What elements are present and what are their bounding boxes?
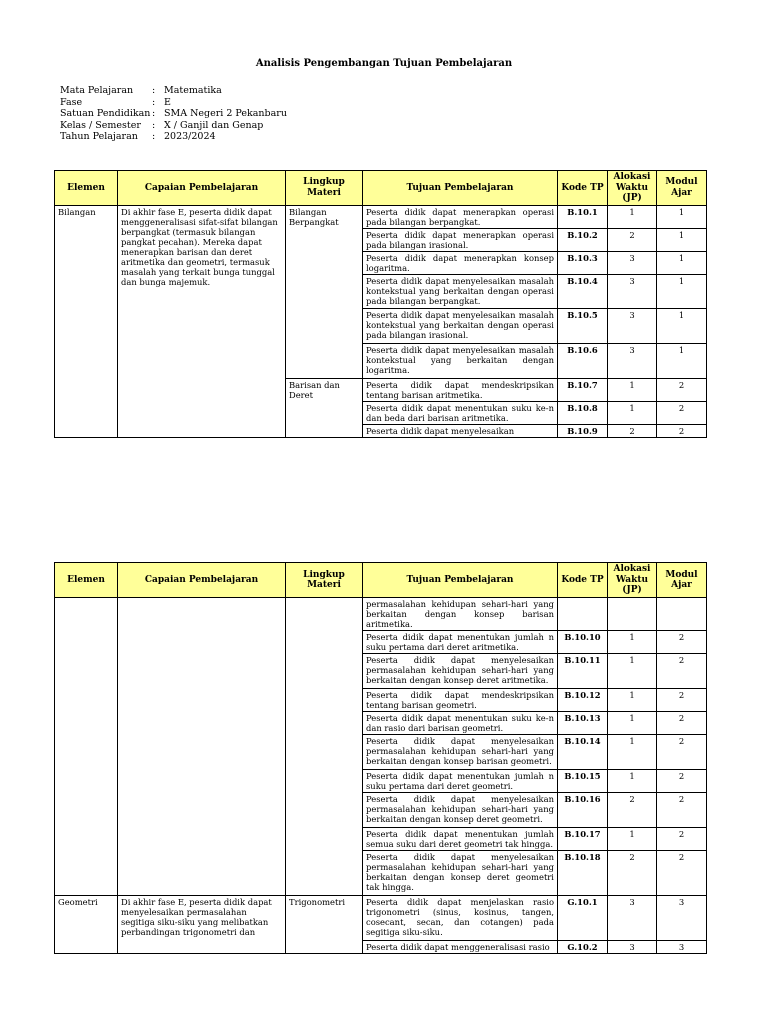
tp-table-page2	[54, 562, 707, 954]
meta-value: SMA Negeri 2 Pekanbaru	[164, 108, 287, 119]
cell-kode: B.10.3	[558, 251, 608, 274]
cell-tujuan: Peserta didik dapat menerapkan konsep logaritma.	[363, 251, 558, 274]
cell-lingkup: Trigonometri	[286, 896, 363, 954]
cell-jp: 1	[608, 654, 657, 689]
meta-sep: :	[152, 85, 156, 96]
meta-row	[60, 97, 287, 109]
meta-row	[60, 131, 287, 143]
header-lingkup: Lingkup Materi	[286, 171, 363, 206]
cell-jp: 1	[608, 689, 657, 712]
meta-row	[60, 85, 287, 97]
cell-capaian: Di akhir fase E, peserta didik dapat menyelesaikan permasalahan segitiga siku-siku yang melibatkan perbandingan trigonometri dan	[118, 896, 286, 954]
meta-row	[60, 108, 287, 120]
cell-jp: 2	[608, 793, 657, 828]
cell-modul: 1	[657, 308, 707, 343]
meta-value: 2023/2024	[164, 131, 216, 142]
cell-tujuan: Peserta didik dapat menyelesaikan	[363, 424, 558, 437]
meta-sep: :	[152, 119, 156, 131]
cell-kode: B.10.1	[558, 205, 608, 228]
cell-jp: 3	[608, 251, 657, 274]
header-tujuan: Tujuan Pembelajaran	[363, 563, 558, 598]
cell-jp: 3	[608, 896, 657, 941]
cell-kode: B.10.7	[558, 378, 608, 401]
header-capaian: Capaian Pembelajaran	[118, 171, 286, 206]
header-elemen: Elemen	[55, 171, 118, 206]
cell-kode: B.10.2	[558, 228, 608, 251]
meta-value: E	[164, 96, 171, 108]
cell-modul: 2	[657, 654, 707, 689]
cell-modul: 2	[657, 735, 707, 770]
cell-tujuan: Peserta didik dapat menentukan suku ke-n dan rasio dari barisan geometri.	[363, 712, 558, 735]
cell-kode: B.10.8	[558, 401, 608, 424]
cell-kode: B.10.6	[558, 343, 608, 378]
cell-modul: 2	[657, 770, 707, 793]
cell-tujuan: Peserta didik dapat menentukan jumlah semua suku dari deret geometri tak hingga.	[363, 828, 558, 851]
cell-kode: B.10.9	[558, 424, 608, 437]
meta-value: Matematika	[164, 85, 222, 96]
cell-elemen	[55, 598, 118, 896]
cell-jp: 1	[608, 770, 657, 793]
cell-kode: B.10.12	[558, 689, 608, 712]
meta-key: Satuan Pendidikan	[60, 108, 151, 119]
cell-jp	[608, 598, 657, 631]
cell-kode: B.10.11	[558, 654, 608, 689]
header-modul: Modul Ajar	[657, 563, 707, 598]
table-row	[55, 598, 707, 631]
cell-modul: 2	[657, 401, 707, 424]
cell-jp: 2	[608, 424, 657, 437]
document-meta	[60, 85, 287, 143]
meta-value: X / Ganjil dan Genap	[164, 119, 264, 131]
table-header-row	[55, 171, 707, 206]
cell-modul: 1	[657, 228, 707, 251]
document-title: Analisis Pengembangan Tujuan Pembelajaran	[255, 58, 513, 69]
header-kode: Kode TP	[558, 563, 608, 598]
cell-modul: 3	[657, 896, 707, 941]
cell-modul: 2	[657, 424, 707, 437]
cell-jp: 2	[608, 228, 657, 251]
cell-modul: 2	[657, 851, 707, 896]
cell-modul: 2	[657, 689, 707, 712]
cell-tujuan: Peserta didik dapat menentukan suku ke-n dan beda dari barisan aritmetika.	[363, 401, 558, 424]
cell-tujuan-continued: permasalahan kehidupan sehari-hari yang berkaitan dengan konsep barisan aritmetika.	[363, 598, 558, 631]
cell-jp: 1	[608, 401, 657, 424]
meta-key: Mata Pelajaran	[60, 85, 134, 96]
cell-capaian	[118, 598, 286, 896]
table-header-row	[55, 563, 707, 598]
cell-jp: 3	[608, 343, 657, 378]
cell-modul: 1	[657, 343, 707, 378]
cell-kode: B.10.10	[558, 631, 608, 654]
cell-tujuan: Peserta didik dapat menentukan jumlah n suku pertama dari deret aritmetika.	[363, 631, 558, 654]
cell-kode: B.10.14	[558, 735, 608, 770]
meta-key: Fase	[60, 96, 83, 108]
cell-tujuan: Peserta didik dapat menerapkan operasi pada bilangan irasional.	[363, 228, 558, 251]
meta-key: Kelas / Semester	[60, 119, 141, 131]
cell-tujuan: Peserta didik dapat mendeskripsikan tentang barisan geometri.	[363, 689, 558, 712]
cell-modul: 2	[657, 631, 707, 654]
cell-jp: 2	[608, 851, 657, 896]
header-tujuan: Tujuan Pembelajaran	[363, 171, 558, 206]
cell-tujuan: Peserta didik dapat menggeneralisasi rasio	[363, 941, 558, 954]
cell-kode: G.10.1	[558, 896, 608, 941]
cell-kode: B.10.18	[558, 851, 608, 896]
cell-modul: 1	[657, 274, 707, 308]
cell-modul: 2	[657, 828, 707, 851]
cell-modul: 1	[657, 251, 707, 274]
cell-modul: 3	[657, 941, 707, 954]
cell-kode	[558, 598, 608, 631]
cell-lingkup	[286, 598, 363, 896]
header-alokasi: Alokasi Waktu (JP)	[608, 563, 657, 598]
cell-jp: 3	[608, 941, 657, 954]
meta-sep: :	[152, 96, 156, 108]
cell-tujuan: Peserta didik dapat menyelesaikan masalah kontekstual yang berkaitan dengan operasi pada bilangan berpangkat.	[363, 274, 558, 308]
meta-sep: :	[152, 108, 156, 119]
cell-tujuan: Peserta didik dapat menjelaskan rasio trigonometri (sinus, kosinus, tangen, cosecant, secan, dan cotangen) pada segitiga siku-siku.	[363, 896, 558, 941]
header-capaian: Capaian Pembelajaran	[118, 563, 286, 598]
cell-kode: B.10.16	[558, 793, 608, 828]
cell-elemen: Bilangan	[55, 205, 118, 437]
cell-kode: B.10.4	[558, 274, 608, 308]
cell-lingkup: Barisan dan Deret	[286, 378, 363, 437]
cell-tujuan: Peserta didik dapat menyelesaikan permasalahan kehidupan sehari-hari yang berkaitan dengan konsep barisan geometri.	[363, 735, 558, 770]
cell-jp: 1	[608, 828, 657, 851]
cell-tujuan: Peserta didik dapat menentukan jumlah n suku pertama dari deret geometri.	[363, 770, 558, 793]
cell-kode: B.10.5	[558, 308, 608, 343]
cell-modul: 1	[657, 205, 707, 228]
cell-capaian: Di akhir fase E, peserta didik dapat menggeneralisasi sifat-sifat bilangan berpangkat (termasuk bilangan pangkat pecahan). Mereka dapat menerapkan barisan dan deret aritmetika dan geometri, termasuk masalah yang terkait bunga tunggal dan bunga majemuk.	[118, 205, 286, 437]
cell-jp: 1	[608, 378, 657, 401]
cell-elemen: Geometri	[55, 896, 118, 954]
header-lingkup: Lingkup Materi	[286, 563, 363, 598]
header-modul: Modul Ajar	[657, 171, 707, 206]
cell-tujuan: Peserta didik dapat menyelesaikan permasalahan kehidupan sehari-hari yang berkaitan dengan konsep deret aritmetika.	[363, 654, 558, 689]
cell-tujuan: Peserta didik dapat menyelesaikan masalah kontekstual yang berkaitan dengan operasi pada bilangan irasional.	[363, 308, 558, 343]
cell-kode: B.10.13	[558, 712, 608, 735]
header-alokasi: Alokasi Waktu (JP)	[608, 171, 657, 206]
cell-jp: 1	[608, 205, 657, 228]
cell-jp: 3	[608, 274, 657, 308]
cell-kode: B.10.15	[558, 770, 608, 793]
cell-jp: 3	[608, 308, 657, 343]
table-row	[55, 205, 707, 228]
cell-tujuan: Peserta didik dapat menyelesaikan permasalahan kehidupan sehari-hari yang berkaitan dengan konsep deret geometri.	[363, 793, 558, 828]
cell-jp: 1	[608, 631, 657, 654]
cell-kode: B.10.17	[558, 828, 608, 851]
cell-tujuan: Peserta didik dapat menerapkan operasi pada bilangan berpangkat.	[363, 205, 558, 228]
tp-table-page1	[54, 170, 707, 438]
cell-jp: 1	[608, 735, 657, 770]
cell-modul	[657, 598, 707, 631]
meta-key: Tahun Pelajaran	[60, 131, 138, 142]
header-kode: Kode TP	[558, 171, 608, 206]
meta-row	[60, 120, 287, 132]
cell-tujuan: Peserta didik dapat menyelesaikan masalah kontekstual yang berkaitan dengan logaritma.	[363, 343, 558, 378]
cell-modul: 2	[657, 378, 707, 401]
table-row	[55, 896, 707, 941]
cell-tujuan: Peserta didik dapat menyelesaikan permasalahan kehidupan sehari-hari yang berkaitan dengan konsep deret geometri tak hingga.	[363, 851, 558, 896]
cell-modul: 2	[657, 712, 707, 735]
cell-modul: 2	[657, 793, 707, 828]
header-elemen: Elemen	[55, 563, 118, 598]
cell-lingkup: Bilangan Berpangkat	[286, 205, 363, 378]
meta-sep: :	[152, 131, 156, 142]
cell-jp: 1	[608, 712, 657, 735]
cell-tujuan: Peserta didik dapat mendeskripsikan tentang barisan aritmetika.	[363, 378, 558, 401]
cell-kode: G.10.2	[558, 941, 608, 954]
